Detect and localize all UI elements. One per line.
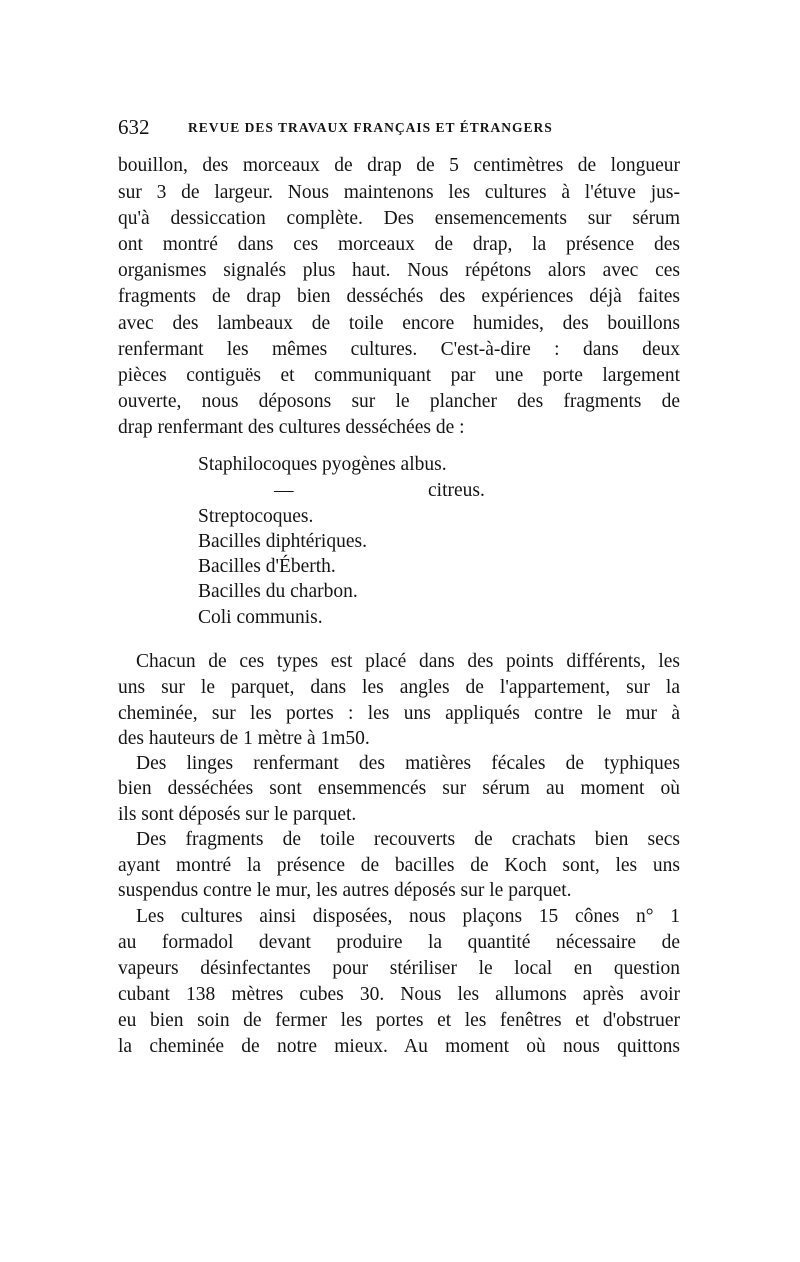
- text-line: Des linges renfermant des matières fécales de typhiques: [136, 753, 680, 774]
- text-line: suspendus contre le mur, les autres déposés sur le parquet.: [118, 880, 572, 901]
- culture-variant: citreus.: [428, 480, 485, 501]
- text-line: qu'à dessiccation complète. Des ensemencements sur sérum: [118, 208, 680, 229]
- text-line: pièces contiguës et communiquant par une porte largement: [118, 365, 680, 386]
- culture-list-item: Bacilles du charbon.: [198, 581, 358, 602]
- text-line: organismes signalés plus haut. Nous répétons alors avec ces: [118, 260, 680, 281]
- text-line: des hauteurs de 1 mètre à 1m50.: [118, 728, 370, 749]
- culture-list-item: Streptocoques.: [198, 506, 314, 527]
- text-line: bouillon, des morceaux de drap de 5 centimètres de longueur: [118, 155, 680, 176]
- culture-list-item: Bacilles d'Éberth.: [198, 556, 336, 577]
- running-header: [118, 112, 680, 142]
- text-line: Des fragments de toile recouverts de crachats bien secs: [136, 829, 680, 850]
- culture-list-item: Bacilles diphtériques.: [198, 531, 367, 552]
- text-line: ont montré dans ces morceaux de drap, la présence des: [118, 234, 680, 255]
- text-line: sur 3 de largeur. Nous maintenons les cultures à l'étuve jus-: [118, 182, 680, 203]
- text-line: cheminée, sur les portes : les uns appliqués contre le mur à: [118, 703, 680, 724]
- running-title: REVUE DES TRAVAUX FRANÇAIS ET ÉTRANGERS: [188, 120, 553, 135]
- culture-list-item: [198, 477, 598, 504]
- text-line: bien desséchées sont ensemmencés sur sérum au moment où: [118, 778, 680, 799]
- text-line: uns sur le parquet, dans les angles de l'appartement, sur la: [118, 677, 680, 698]
- text-line: fragments de drap bien desséchés des expériences déjà faites: [118, 286, 680, 307]
- text-line: au formadol devant produire la quantité nécessaire de: [118, 932, 680, 953]
- text-line: ayant montré la présence de bacilles de Koch sont, les uns: [118, 855, 680, 876]
- text-line: avec des lambeaux de toile encore humides, des bouillons: [118, 313, 680, 334]
- text-line: eu bien soin de fermer les portes et les fenêtres et d'obstruer: [118, 1010, 680, 1031]
- page-number: 632: [118, 115, 150, 139]
- text-line: Les cultures ainsi disposées, nous plaçons 15 cônes n° 1: [136, 906, 680, 927]
- text-line: drap renfermant des cultures desséchées de :: [118, 417, 465, 438]
- culture-list-item: Staphilocoques pyogènes albus.: [198, 454, 447, 475]
- text-line: Chacun de ces types est placé dans des points différents, les: [136, 651, 680, 672]
- text-line: cubant 138 mètres cubes 30. Nous les allumons après avoir: [118, 984, 680, 1005]
- text-line: vapeurs désinfectantes pour stériliser le local en question: [118, 958, 680, 979]
- ditto-dash: —: [274, 480, 294, 501]
- culture-list-item: Coli communis.: [198, 607, 323, 628]
- text-line: la cheminée de notre mieux. Au moment où nous quittons: [118, 1036, 680, 1057]
- text-line: ouverte, nous déposons sur le plancher des fragments de: [118, 391, 680, 412]
- text-line: renfermant les mêmes cultures. C'est-à-dire : dans deux: [118, 339, 680, 360]
- text-line: ils sont déposés sur le parquet.: [118, 804, 357, 825]
